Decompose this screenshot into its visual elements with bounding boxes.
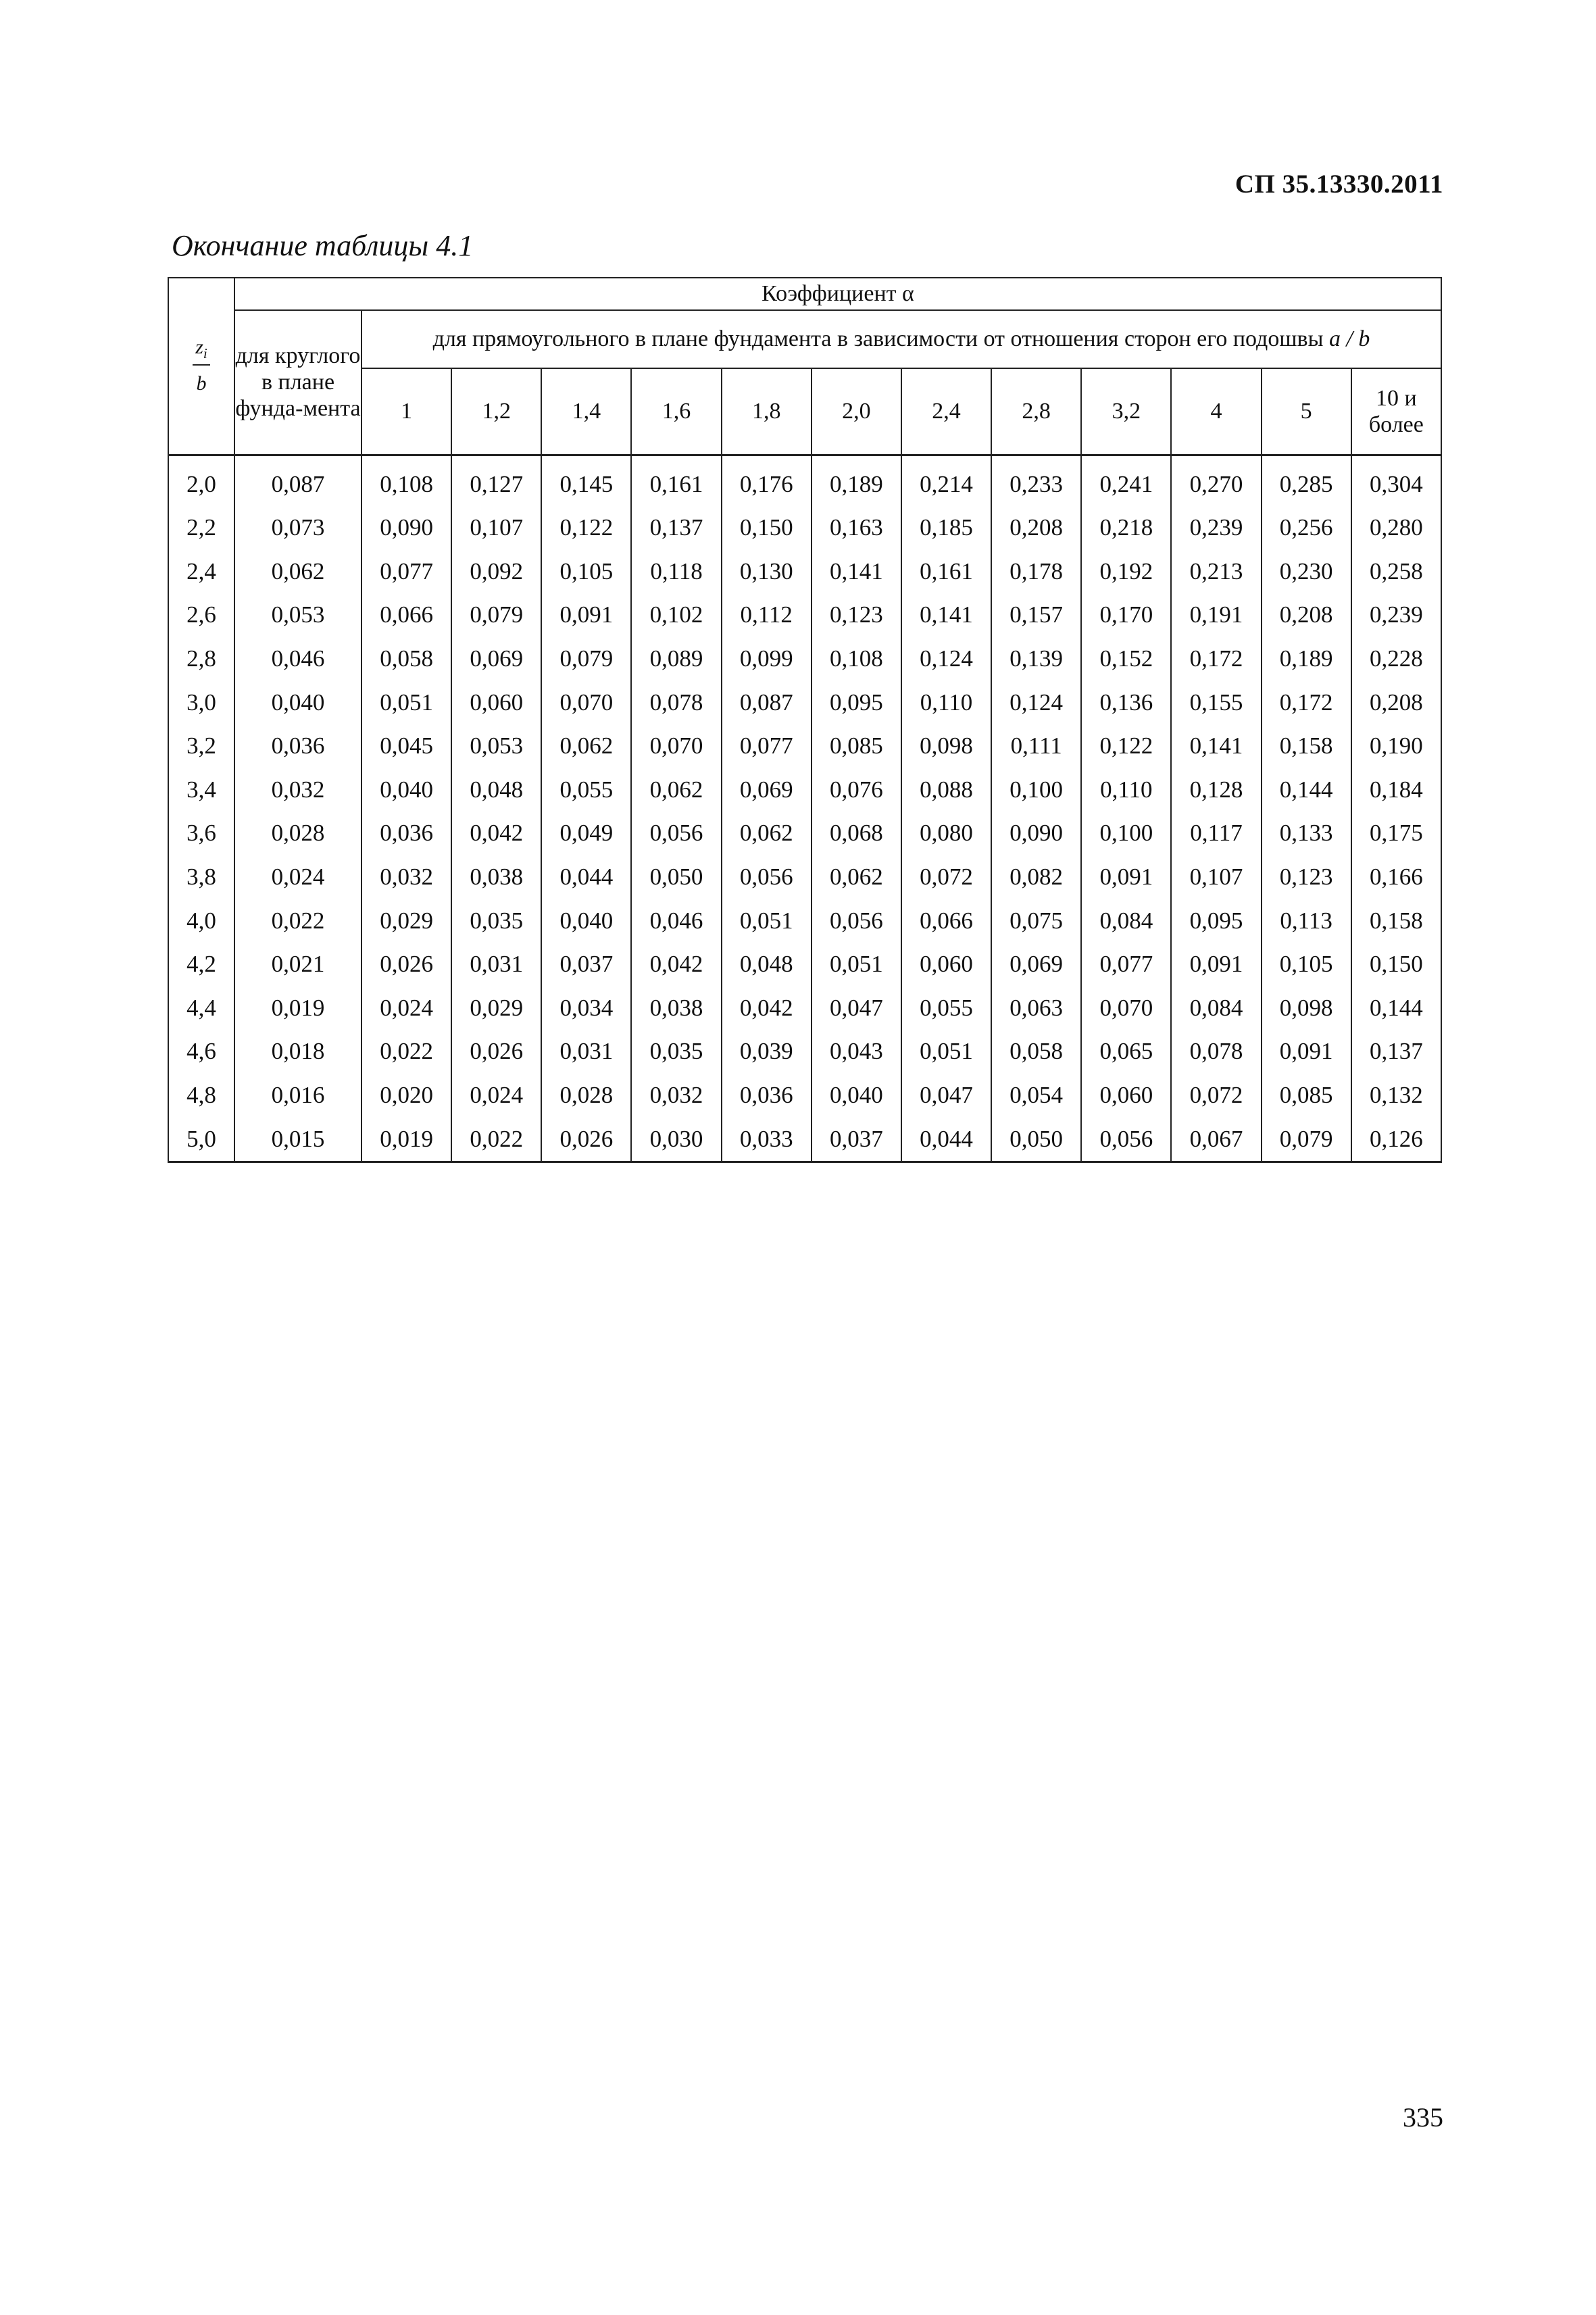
round-coefficient-cell: 0,022 (234, 899, 361, 943)
table-cell: 0,098 (901, 724, 991, 768)
table-cell: 0,150 (722, 506, 812, 550)
table-cell: 0,095 (1171, 899, 1261, 943)
table-row (168, 1117, 1441, 1162)
round-coefficient-cell: 0,018 (234, 1030, 361, 1074)
ratio-zi-b-header (168, 278, 234, 455)
depth-ratio-cell: 4,4 (168, 987, 234, 1030)
table-cell: 0,056 (1081, 1117, 1171, 1162)
table-cell: 0,046 (631, 899, 721, 943)
table-cell: 0,100 (1081, 812, 1171, 855)
table-cell: 0,161 (631, 455, 721, 506)
table-cell: 0,132 (1351, 1074, 1441, 1118)
table-cell: 0,117 (1171, 812, 1261, 855)
table-cell: 0,042 (451, 812, 541, 855)
table-cell: 0,150 (1351, 943, 1441, 987)
table-cell: 0,189 (812, 455, 901, 506)
table-cell: 0,110 (901, 680, 991, 724)
table-cell: 0,076 (812, 768, 901, 812)
table-cell: 0,044 (541, 855, 631, 899)
table-cell: 0,028 (541, 1074, 631, 1118)
ratio-column-header: 2,0 (812, 368, 901, 455)
table-cell: 0,070 (631, 724, 721, 768)
table-cell: 0,056 (631, 812, 721, 855)
depth-ratio-cell: 4,6 (168, 1030, 234, 1074)
table-cell: 0,080 (901, 812, 991, 855)
table-cell: 0,058 (991, 1030, 1081, 1074)
round-coefficient-cell: 0,016 (234, 1074, 361, 1118)
table-row (168, 550, 1441, 594)
table-cell: 0,098 (1262, 987, 1351, 1030)
table-cell: 0,060 (1081, 1074, 1171, 1118)
table-cell: 0,032 (631, 1074, 721, 1118)
table-cell: 0,054 (991, 1074, 1081, 1118)
table-cell: 0,144 (1262, 768, 1351, 812)
table-cell: 0,091 (541, 593, 631, 637)
table-cell: 0,060 (451, 680, 541, 724)
depth-ratio-cell: 2,4 (168, 550, 234, 594)
table-cell: 0,192 (1081, 550, 1171, 594)
table-cell: 0,141 (1171, 724, 1261, 768)
coefficient-alpha-header: Коэффициент α (234, 278, 1441, 310)
table-cell: 0,024 (451, 1074, 541, 1118)
table-cell: 0,048 (722, 943, 812, 987)
table-cell: 0,189 (1262, 637, 1351, 681)
table-cell: 0,045 (361, 724, 451, 768)
table-cell: 0,085 (1262, 1074, 1351, 1118)
table-cell: 0,126 (1351, 1117, 1441, 1162)
table-cell: 0,056 (812, 899, 901, 943)
depth-ratio-cell: 3,8 (168, 855, 234, 899)
table-cell: 0,102 (631, 593, 721, 637)
table-row (168, 899, 1441, 943)
table-cell: 0,130 (722, 550, 812, 594)
table-cell: 0,039 (722, 1030, 812, 1074)
table-cell: 0,208 (991, 506, 1081, 550)
table-cell: 0,044 (901, 1117, 991, 1162)
round-coefficient-cell: 0,036 (234, 724, 361, 768)
table-cell: 0,075 (991, 899, 1081, 943)
rectangular-foundation-header (361, 310, 1441, 368)
round-coefficient-cell: 0,028 (234, 812, 361, 855)
table-cell: 0,082 (991, 855, 1081, 899)
table-cell: 0,072 (901, 855, 991, 899)
table-cell: 0,161 (901, 550, 991, 594)
table-cell: 0,128 (1171, 768, 1261, 812)
table-cell: 0,090 (991, 812, 1081, 855)
rectangular-header-ratio: a / b (1328, 326, 1370, 352)
round-coefficient-cell: 0,087 (234, 455, 361, 506)
depth-ratio-cell: 3,6 (168, 812, 234, 855)
round-coefficient-cell: 0,015 (234, 1117, 361, 1162)
table-cell: 0,137 (1351, 1030, 1441, 1074)
depth-ratio-cell: 5,0 (168, 1117, 234, 1162)
table-cell: 0,055 (541, 768, 631, 812)
round-coefficient-cell: 0,073 (234, 506, 361, 550)
table-cell: 0,070 (541, 680, 631, 724)
table-cell: 0,038 (451, 855, 541, 899)
table-cell: 0,280 (1351, 506, 1441, 550)
table-cell: 0,139 (991, 637, 1081, 681)
table-cell: 0,051 (812, 943, 901, 987)
table-cell: 0,152 (1081, 637, 1171, 681)
table-cell: 0,037 (812, 1117, 901, 1162)
table-cell: 0,145 (541, 455, 631, 506)
table-cell: 0,166 (1351, 855, 1441, 899)
table-cell: 0,040 (361, 768, 451, 812)
table-cell: 0,213 (1171, 550, 1261, 594)
table-cell: 0,031 (541, 1030, 631, 1074)
table-cell: 0,051 (361, 680, 451, 724)
table-cell: 0,042 (722, 987, 812, 1030)
ratio-column-header: 3,2 (1081, 368, 1171, 455)
table-cell: 0,056 (722, 855, 812, 899)
table-cell: 0,122 (541, 506, 631, 550)
table-cell: 0,110 (1081, 768, 1171, 812)
table-cell: 0,185 (901, 506, 991, 550)
table-cell: 0,029 (361, 899, 451, 943)
table-cell: 0,087 (722, 680, 812, 724)
table-cell: 0,088 (901, 768, 991, 812)
table-cell: 0,095 (812, 680, 901, 724)
table-cell: 0,060 (901, 943, 991, 987)
table-cell: 0,051 (722, 899, 812, 943)
table-cell: 0,100 (991, 768, 1081, 812)
table-cell: 0,050 (991, 1117, 1081, 1162)
table-cell: 0,035 (631, 1030, 721, 1074)
table-cell: 0,062 (812, 855, 901, 899)
table-cell: 0,058 (361, 637, 451, 681)
table-row (168, 680, 1441, 724)
table-cell: 0,066 (361, 593, 451, 637)
table-cell: 0,091 (1171, 943, 1261, 987)
ratio-column-header: 10 и более (1351, 368, 1441, 455)
table-cell: 0,062 (722, 812, 812, 855)
table-cell: 0,078 (1171, 1030, 1261, 1074)
table-cell: 0,304 (1351, 455, 1441, 506)
table-row (168, 768, 1441, 812)
table-cell: 0,184 (1351, 768, 1441, 812)
table-cell: 0,208 (1262, 593, 1351, 637)
table-cell: 0,069 (722, 768, 812, 812)
depth-ratio-cell: 2,2 (168, 506, 234, 550)
table-row (168, 987, 1441, 1030)
table-cell: 0,030 (631, 1117, 721, 1162)
table-cell: 0,136 (1081, 680, 1171, 724)
table-cell: 0,208 (1351, 680, 1441, 724)
table-row (168, 1074, 1441, 1118)
table-cell: 0,099 (722, 637, 812, 681)
table-cell: 0,049 (541, 812, 631, 855)
table-cell: 0,163 (812, 506, 901, 550)
table-cell: 0,239 (1351, 593, 1441, 637)
table-cell: 0,022 (451, 1117, 541, 1162)
depth-ratio-cell: 4,0 (168, 899, 234, 943)
round-coefficient-cell: 0,024 (234, 855, 361, 899)
table-cell: 0,144 (1351, 987, 1441, 1030)
depth-ratio-cell: 2,8 (168, 637, 234, 681)
round-coefficient-cell: 0,053 (234, 593, 361, 637)
table-row (168, 637, 1441, 681)
round-foundation-header: для круглого в плане фунда-мента (234, 310, 361, 455)
ratio-column-header: 2,8 (991, 368, 1081, 455)
ratio-column-header: 1,8 (722, 368, 812, 455)
table-row (168, 455, 1441, 506)
ratio-numerator: z (195, 336, 203, 359)
table-cell: 0,077 (1081, 943, 1171, 987)
ratio-column-header: 2,4 (901, 368, 991, 455)
page-number: 335 (1403, 2102, 1443, 2133)
table-cell: 0,241 (1081, 455, 1171, 506)
table-cell: 0,239 (1171, 506, 1261, 550)
table-cell: 0,062 (541, 724, 631, 768)
table-cell: 0,233 (991, 455, 1081, 506)
table-cell: 0,079 (1262, 1117, 1351, 1162)
table-row (168, 506, 1441, 550)
table-cell: 0,111 (991, 724, 1081, 768)
table-cell: 0,036 (361, 812, 451, 855)
table-cell: 0,020 (361, 1074, 451, 1118)
round-coefficient-cell: 0,019 (234, 987, 361, 1030)
table-cell: 0,123 (812, 593, 901, 637)
table-cell: 0,034 (541, 987, 631, 1030)
table-cell: 0,072 (1171, 1074, 1261, 1118)
table-cell: 0,191 (1171, 593, 1261, 637)
table-cell: 0,063 (991, 987, 1081, 1030)
table-cell: 0,069 (991, 943, 1081, 987)
table-cell: 0,190 (1351, 724, 1441, 768)
depth-ratio-cell: 4,8 (168, 1074, 234, 1118)
depth-ratio-cell: 3,0 (168, 680, 234, 724)
table-cell: 0,051 (901, 1030, 991, 1074)
table-cell: 0,172 (1262, 680, 1351, 724)
table-cell: 0,112 (722, 593, 812, 637)
table-cell: 0,170 (1081, 593, 1171, 637)
ratio-column-header: 1,4 (541, 368, 631, 455)
table-cell: 0,090 (361, 506, 451, 550)
table-cell: 0,040 (812, 1074, 901, 1118)
table-cell: 0,019 (361, 1117, 451, 1162)
round-coefficient-cell: 0,040 (234, 680, 361, 724)
table-cell: 0,176 (722, 455, 812, 506)
table-cell: 0,105 (1262, 943, 1351, 987)
table-cell: 0,079 (451, 593, 541, 637)
table-cell: 0,107 (1171, 855, 1261, 899)
round-coefficient-cell: 0,021 (234, 943, 361, 987)
table-cell: 0,078 (631, 680, 721, 724)
table-cell: 0,155 (1171, 680, 1261, 724)
table-cell: 0,256 (1262, 506, 1351, 550)
table-row (168, 812, 1441, 855)
table-cell: 0,178 (991, 550, 1081, 594)
table-cell: 0,084 (1171, 987, 1261, 1030)
table-cell: 0,077 (361, 550, 451, 594)
table-cell: 0,108 (361, 455, 451, 506)
table-cell: 0,036 (722, 1074, 812, 1118)
table-cell: 0,069 (451, 637, 541, 681)
table-cell: 0,047 (901, 1074, 991, 1118)
table-cell: 0,175 (1351, 812, 1441, 855)
table-cell: 0,024 (361, 987, 451, 1030)
ratio-column-header: 1,6 (631, 368, 721, 455)
document-code: СП 35.13330.2011 (1235, 170, 1443, 199)
table-cell: 0,113 (1262, 899, 1351, 943)
table-cell: 0,067 (1171, 1117, 1261, 1162)
table-cell: 0,091 (1262, 1030, 1351, 1074)
table-cell: 0,035 (451, 899, 541, 943)
table-cell: 0,214 (901, 455, 991, 506)
table-row (168, 593, 1441, 637)
table-cell: 0,089 (631, 637, 721, 681)
table-caption: Окончание таблицы 4.1 (172, 229, 474, 262)
table-cell: 0,258 (1351, 550, 1441, 594)
table-cell: 0,270 (1171, 455, 1261, 506)
round-coefficient-cell: 0,032 (234, 768, 361, 812)
table-cell: 0,158 (1351, 899, 1441, 943)
table-row (168, 724, 1441, 768)
table-cell: 0,070 (1081, 987, 1171, 1030)
table-cell: 0,040 (541, 899, 631, 943)
table-cell: 0,068 (812, 812, 901, 855)
table-cell: 0,077 (722, 724, 812, 768)
ratio-column-header: 1 (361, 368, 451, 455)
table-cell: 0,022 (361, 1030, 451, 1074)
table-cell: 0,285 (1262, 455, 1351, 506)
table-body (168, 455, 1441, 1162)
table-cell: 0,066 (901, 899, 991, 943)
table-head (168, 278, 1441, 455)
table-cell: 0,133 (1262, 812, 1351, 855)
round-coefficient-cell: 0,046 (234, 637, 361, 681)
ratio-subscript: i (203, 345, 207, 362)
table-cell: 0,026 (541, 1117, 631, 1162)
table-cell: 0,043 (812, 1030, 901, 1074)
table-cell: 0,137 (631, 506, 721, 550)
table-cell: 0,079 (541, 637, 631, 681)
depth-ratio-cell: 2,0 (168, 455, 234, 506)
table-cell: 0,122 (1081, 724, 1171, 768)
ratio-column-header: 1,2 (451, 368, 541, 455)
table-cell: 0,172 (1171, 637, 1261, 681)
table-cell: 0,158 (1262, 724, 1351, 768)
table-row (168, 1030, 1441, 1074)
table-cell: 0,230 (1262, 550, 1351, 594)
depth-ratio-cell: 4,2 (168, 943, 234, 987)
table-cell: 0,092 (451, 550, 541, 594)
table-cell: 0,038 (631, 987, 721, 1030)
table-cell: 0,026 (451, 1030, 541, 1074)
table-cell: 0,032 (361, 855, 451, 899)
table-cell: 0,065 (1081, 1030, 1171, 1074)
table-cell: 0,123 (1262, 855, 1351, 899)
table-cell: 0,048 (451, 768, 541, 812)
table-cell: 0,141 (812, 550, 901, 594)
table-cell: 0,108 (812, 637, 901, 681)
ratio-denominator: b (196, 372, 207, 395)
ratio-column-header: 4 (1171, 368, 1261, 455)
depth-ratio-cell: 2,6 (168, 593, 234, 637)
table-cell: 0,053 (451, 724, 541, 768)
table-cell: 0,037 (541, 943, 631, 987)
table-cell: 0,091 (1081, 855, 1171, 899)
table-cell: 0,033 (722, 1117, 812, 1162)
table-cell: 0,124 (901, 637, 991, 681)
table-row (168, 855, 1441, 899)
table-cell: 0,228 (1351, 637, 1441, 681)
table-cell: 0,062 (631, 768, 721, 812)
table-cell: 0,218 (1081, 506, 1171, 550)
table-cell: 0,084 (1081, 899, 1171, 943)
table-cell: 0,026 (361, 943, 451, 987)
table-cell: 0,047 (812, 987, 901, 1030)
table-cell: 0,055 (901, 987, 991, 1030)
table-cell: 0,107 (451, 506, 541, 550)
table-cell: 0,085 (812, 724, 901, 768)
table-cell: 0,141 (901, 593, 991, 637)
table-cell: 0,124 (991, 680, 1081, 724)
table-cell: 0,127 (451, 455, 541, 506)
table-cell: 0,031 (451, 943, 541, 987)
depth-ratio-cell: 3,4 (168, 768, 234, 812)
table-cell: 0,029 (451, 987, 541, 1030)
round-coefficient-cell: 0,062 (234, 550, 361, 594)
coefficient-table (168, 277, 1442, 1163)
table-cell: 0,042 (631, 943, 721, 987)
rectangular-header-text: для прямоугольного в плане фундамента в зависимости от отношения сторон его подошвы (432, 326, 1329, 352)
table-cell: 0,050 (631, 855, 721, 899)
table-cell: 0,157 (991, 593, 1081, 637)
table-cell: 0,118 (631, 550, 721, 594)
ratio-column-header: 5 (1262, 368, 1351, 455)
depth-ratio-cell: 3,2 (168, 724, 234, 768)
table-cell: 0,105 (541, 550, 631, 594)
table-row (168, 943, 1441, 987)
